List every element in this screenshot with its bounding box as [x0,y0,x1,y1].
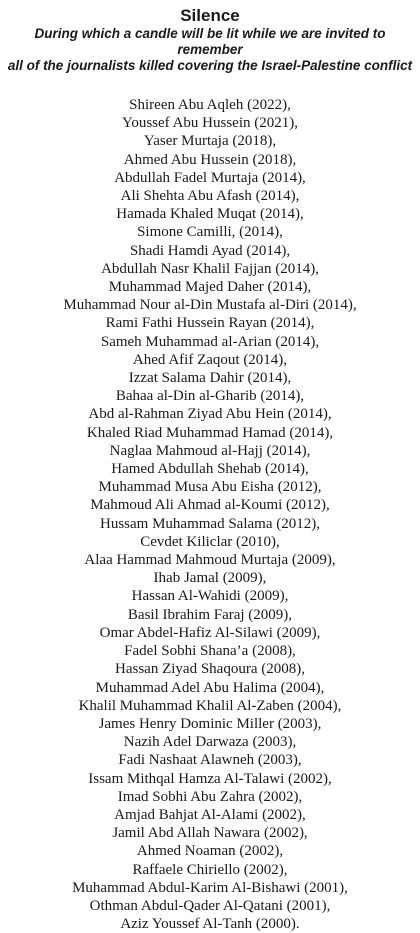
journalist-name: Ahmed Noaman (2002), [136,843,284,860]
journalist-name: Ahmed Abu Hussein (2018), [123,151,297,168]
journalist-name: Shadi Hamdi Ayad (2014), [129,242,291,259]
journalist-name: Muhammad Abdul-Karim Al-Bishawi (2001), [72,879,348,896]
journalist-name: Ali Shehta Abu Afash (2014), [120,188,300,205]
journalist-name: Muhammad Majed Daher (2014), [108,279,312,296]
journalist-name: James Henry Dominic Miller (2003), [98,715,322,732]
journalist-name: Hamada Khaled Muqat (2014), [116,206,304,223]
journalist-name: Muhammad Nour al-Din Mustafa al-Diri (2014), [63,297,357,314]
journalist-name: Muhammad Musa Abu Eisha (2012), [98,479,322,496]
journalist-name: Omar Abdel-Hafiz Al-Silawi (2009), [99,624,321,641]
journalist-name: Izzat Salama Dahir (2014), [128,370,292,387]
journalist-name: Fadi Nashaat Alawneh (2003), [118,752,302,769]
journalist-name: Cevdet Kiliclar (2010), [140,533,280,550]
journalist-name: Abd al-Rahman Ziyad Abu Hein (2014), [88,406,332,423]
journalist-name: Hassan Al-Wahidi (2009), [131,588,289,605]
journalist-name: Khalil Muhammad Khalil Al-Zaben (2004), [78,697,342,714]
journalist-name: Hussam Muhammad Salama (2012), [100,515,320,532]
journalist-name: Ahed Afif Zaqout (2014), [132,351,288,368]
journalist-name: Hamed Abdullah Shehab (2014), [111,461,309,478]
journalist-name: Khaled Riad Muhammad Hamad (2014), [86,424,334,441]
journalist-name: Ihab Jamal (2009), [153,570,267,587]
journalist-name: Rami Fathi Hussein Rayan (2014), [105,315,315,332]
journalist-name: Simone Camilli, (2014), [137,224,283,241]
journalist-name: Alaa Hammad Mahmoud Murtaja (2009), [84,552,336,569]
journalist-name: Aziz Youssef Al-Tanh (2000). [120,916,300,933]
journalist-name: Bahaa al-Din al-Gharib (2014), [115,388,305,405]
journalist-name: Naglaa Mahmoud al-Hajj (2014), [109,442,311,459]
page-subtitle [2,26,418,74]
journalist-name: Abdullah Fadel Murtaja (2014), [114,169,306,186]
journalist-name: Abdullah Nasr Khalil Fajjan (2014), [101,260,319,277]
journalist-name: Shireen Abu Aqleh (2022), [129,97,291,113]
journalist-name: Amjad Bahjat Al-Alami (2002), [114,806,306,823]
page-title: Silence [180,6,240,25]
journalist-name: Fadel Sobhi Shana’a (2008), [124,643,296,660]
journalist-name: Jamil Abd Allah Nawara (2002), [112,825,308,842]
journalist-name: Raffaele Chiriello (2002), [132,861,288,878]
journalist-names-list [0,96,420,933]
journalist-name: Youssef Abu Hussein (2021), [122,115,298,132]
journalist-name: Muhammad Adel Abu Halima (2004), [95,679,325,696]
subtitle-line-1: During which a candle will be lit while we are invited to remember [34,26,386,57]
subtitle-line-2: all of the journalists killed covering the Israel-Palestine conflict [7,58,413,73]
journalist-name: Yaser Murtaja (2018), [143,133,277,150]
journalist-name: Hassan Ziyad Shaqoura (2008), [115,661,305,678]
journalist-name: Nazih Adel Darwaza (2003), [123,734,297,751]
journalist-name: Basil Ibrahim Faraj (2009), [127,606,293,623]
journalist-name: Sameh Muhammad al-Arian (2014), [100,333,320,350]
journalist-name: Othman Abdul-Qader Al-Qatani (2001), [89,897,331,914]
journalist-name: Imad Sobhi Abu Zahra (2002), [117,788,303,805]
journalist-name: Mahmoud Ali Ahmad al-Koumi (2012), [90,497,330,514]
journalist-name: Issam Mithqal Hamza Al-Talawi (2002), [88,770,332,787]
